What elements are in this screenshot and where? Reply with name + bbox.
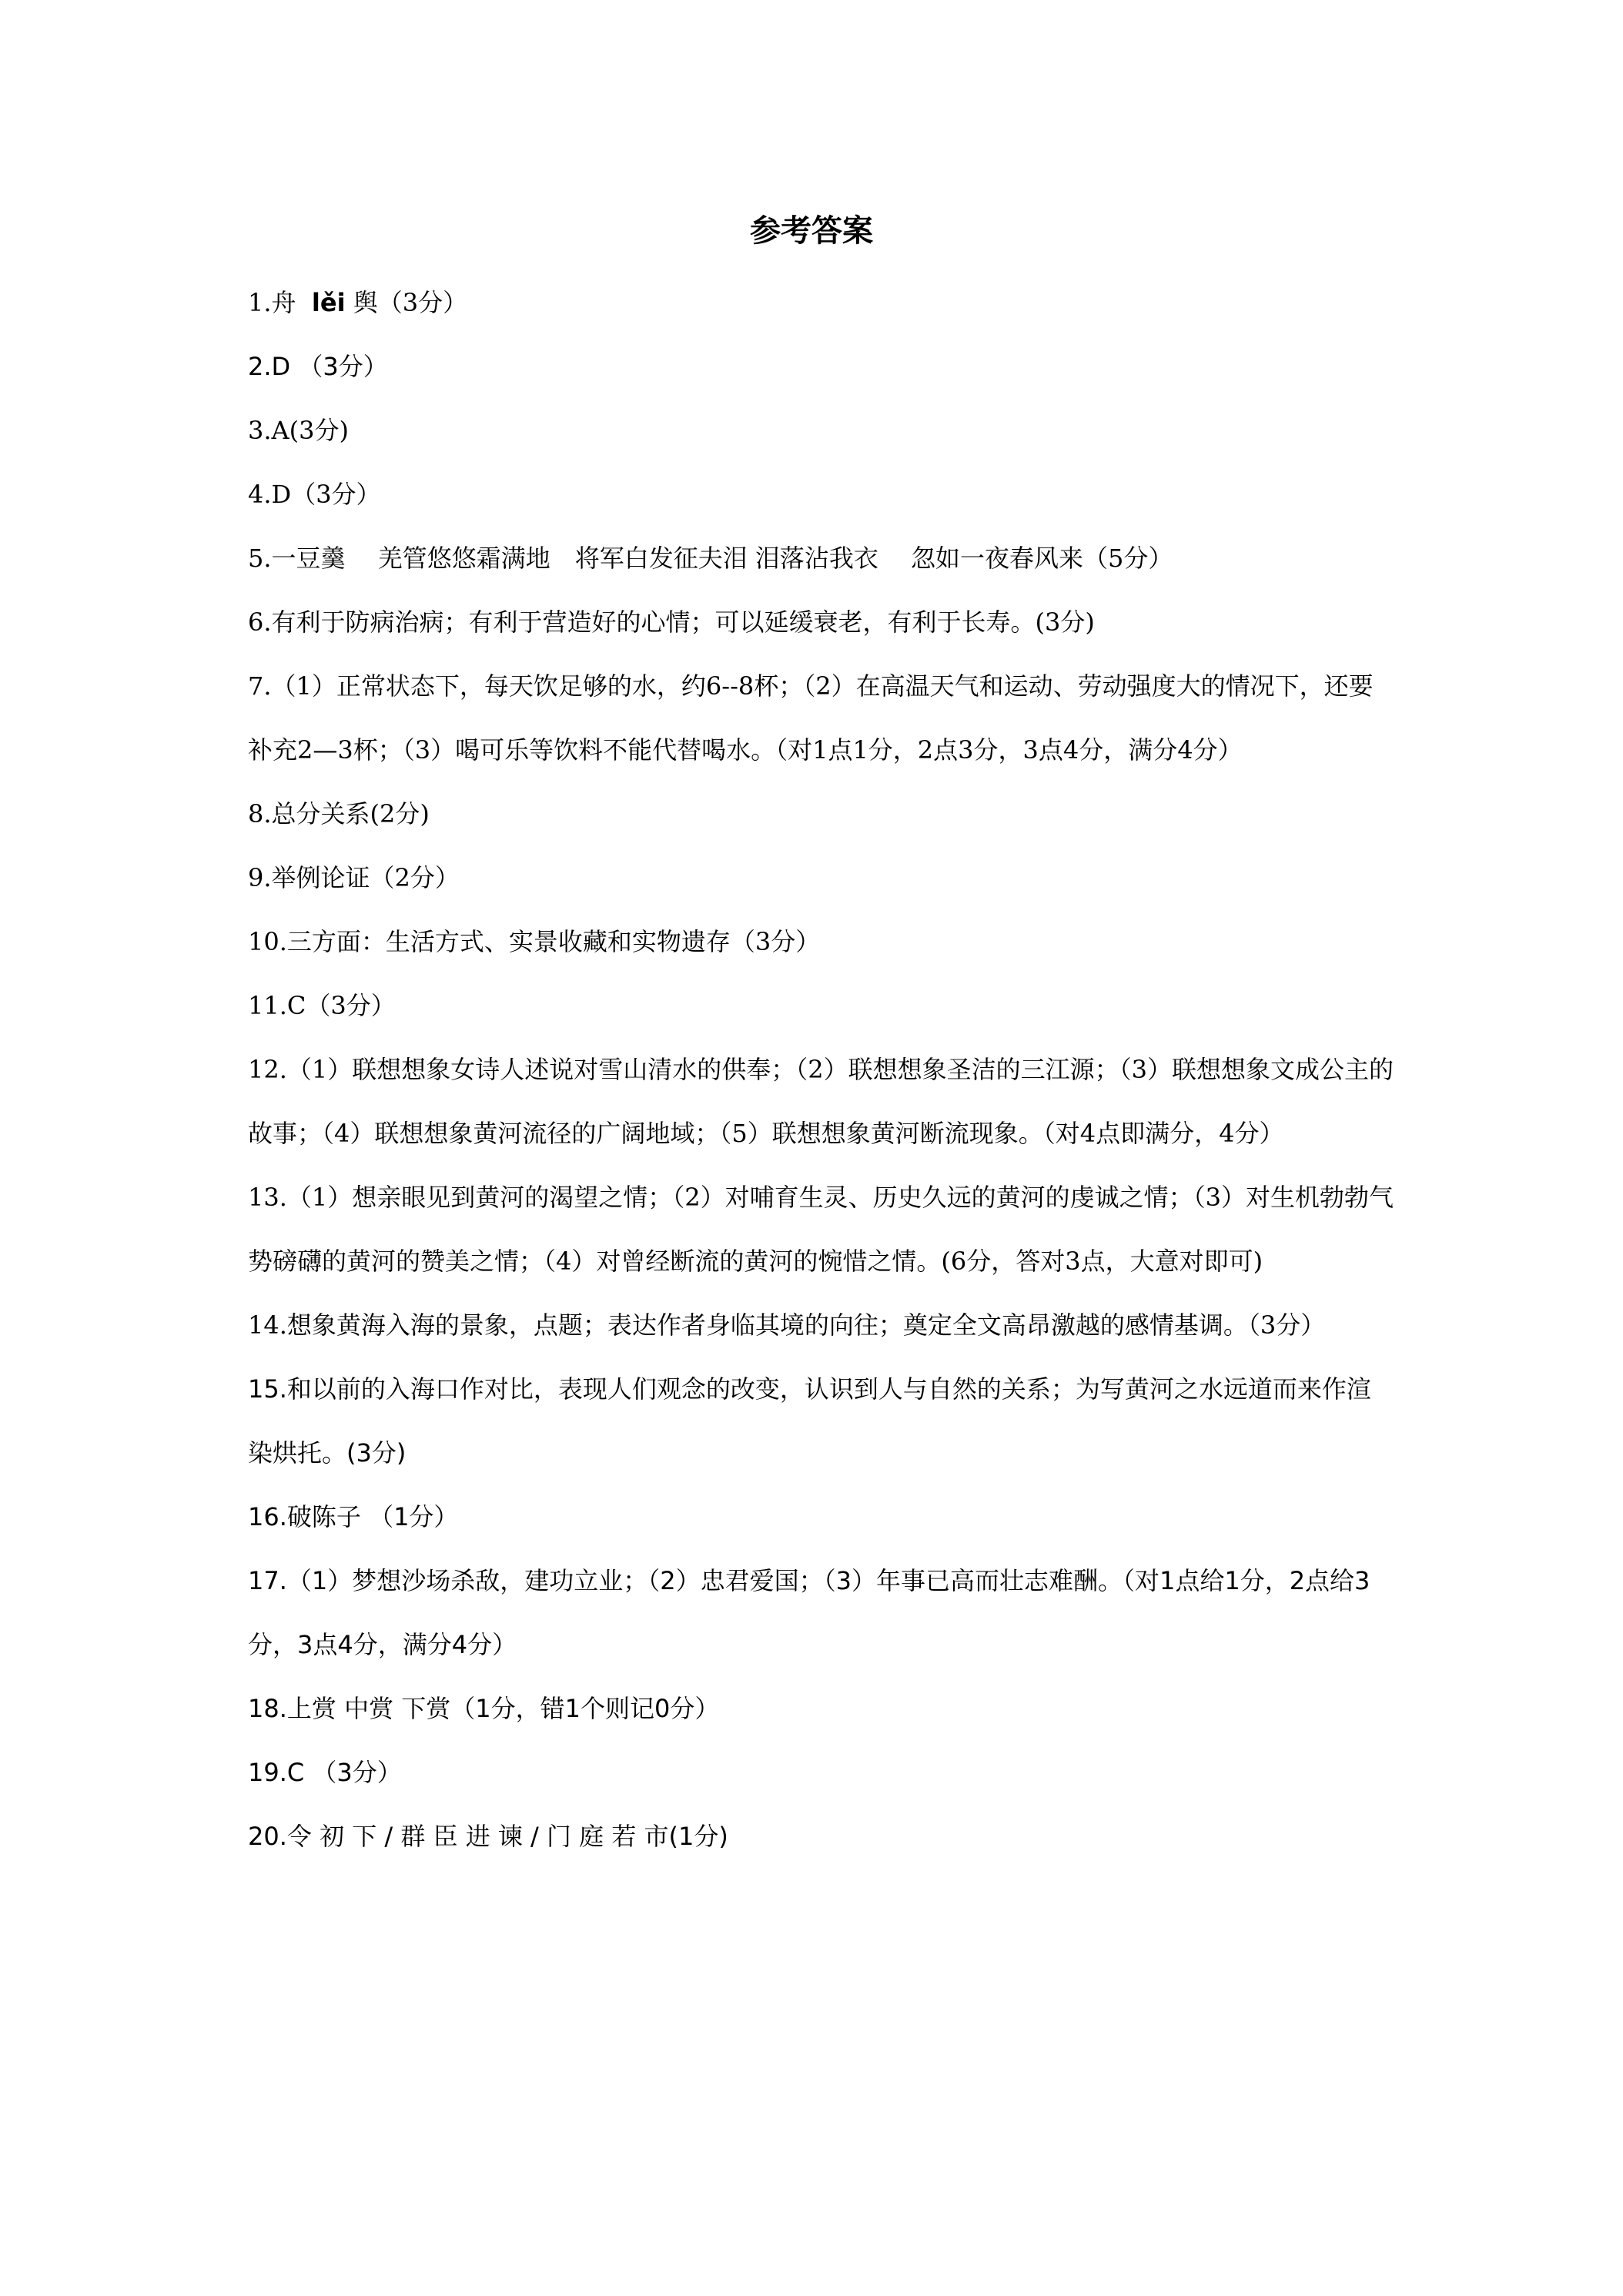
answer-15: 15.和以前的入海口作对比，表现人们观念的改变，认识到人与自然的关系；为写黄河之水远道而来作渲染烘托。(3分) (248, 1374, 1371, 1468)
answer-1-post: 舆（3分） (353, 288, 468, 317)
answer-4: 4.D（3分） (248, 480, 381, 509)
answer-18: 18.上赏 中赏 下赏（1分，错1个则记0分） (248, 1694, 720, 1723)
answer-16: 16.破陈子 （1分） (248, 1502, 459, 1531)
answer-3: 3.A(3分) (248, 416, 349, 445)
answer-9: 9.举例论证（2分） (248, 863, 460, 892)
answer-8: 8.总分关系(2分) (248, 799, 430, 828)
answer-14: 14.想象黄海入海的景象，点题；表达作者身临其境的向往；奠定全文高昂激越的感情基调。（3分） (248, 1310, 1326, 1340)
answer-1-pinyin: lěi (311, 288, 346, 317)
answer-list (248, 271, 1395, 1869)
answer-20: 20.令 初 下 / 群 臣 进 谏 / 门 庭 若 市(1分) (248, 1822, 728, 1851)
answer-1-pre: 舟 (271, 288, 296, 317)
answer-12: 12.（1）联想想象女诗人述说对雪山清水的供奉；（2）联想想象圣洁的三江源；（3）联想想象文成公主的故事；（4）联想想象黄河流径的广阔地域；（5）联想想象黄河断流现象。（对4点即满分，4分） (248, 1055, 1394, 1148)
answer-10: 10.三方面：生活方式、实景收藏和实物遗存（3分） (248, 927, 821, 956)
answer-2: 2.D （3分） (248, 352, 388, 381)
answer-19: 19.C （3分） (248, 1758, 402, 1787)
answer-1 (248, 271, 1395, 335)
answer-11: 11.C（3分） (248, 991, 396, 1020)
answer-1-number: 1. (248, 288, 272, 317)
answer-6: 6.有利于防病治病；有利于营造好的心情；可以延缓衰老，有利于长寿。(3分) (248, 607, 1095, 637)
answer-7: 7.（1）正常状态下，每天饮足够的水，约6--8杯；（2）在高温天气和运动、劳动强度大的情况下，还要补充2—3杯；（3）喝可乐等饮料不能代替喝水。（对1点1分，2点3分，3点4分，满分4分） (248, 671, 1374, 765)
answer-17: 17.（1）梦想沙场杀敌，建功立业；（2）忠君爱国；（3）年事已高而壮志难酬。（对1点给1分，2点给3分，3点4分，满分4分） (248, 1566, 1370, 1659)
answer-13: 13.（1）想亲眼见到黄河的渴望之情；（2）对哺育生灵、历史久远的黄河的虔诚之情；（3）对生机勃勃气势磅礴的黄河的赞美之情；（4）对曾经断流的黄河的惋惜之情。(6分，答对3点，大意对即可) (248, 1183, 1394, 1276)
page-title: 参考答案 (750, 213, 873, 249)
answer-5: 5.一豆羹 羌管悠悠霜满地 将军白发征夫泪 泪落沾我衣 忽如一夜春风来（5分） (248, 544, 1173, 573)
